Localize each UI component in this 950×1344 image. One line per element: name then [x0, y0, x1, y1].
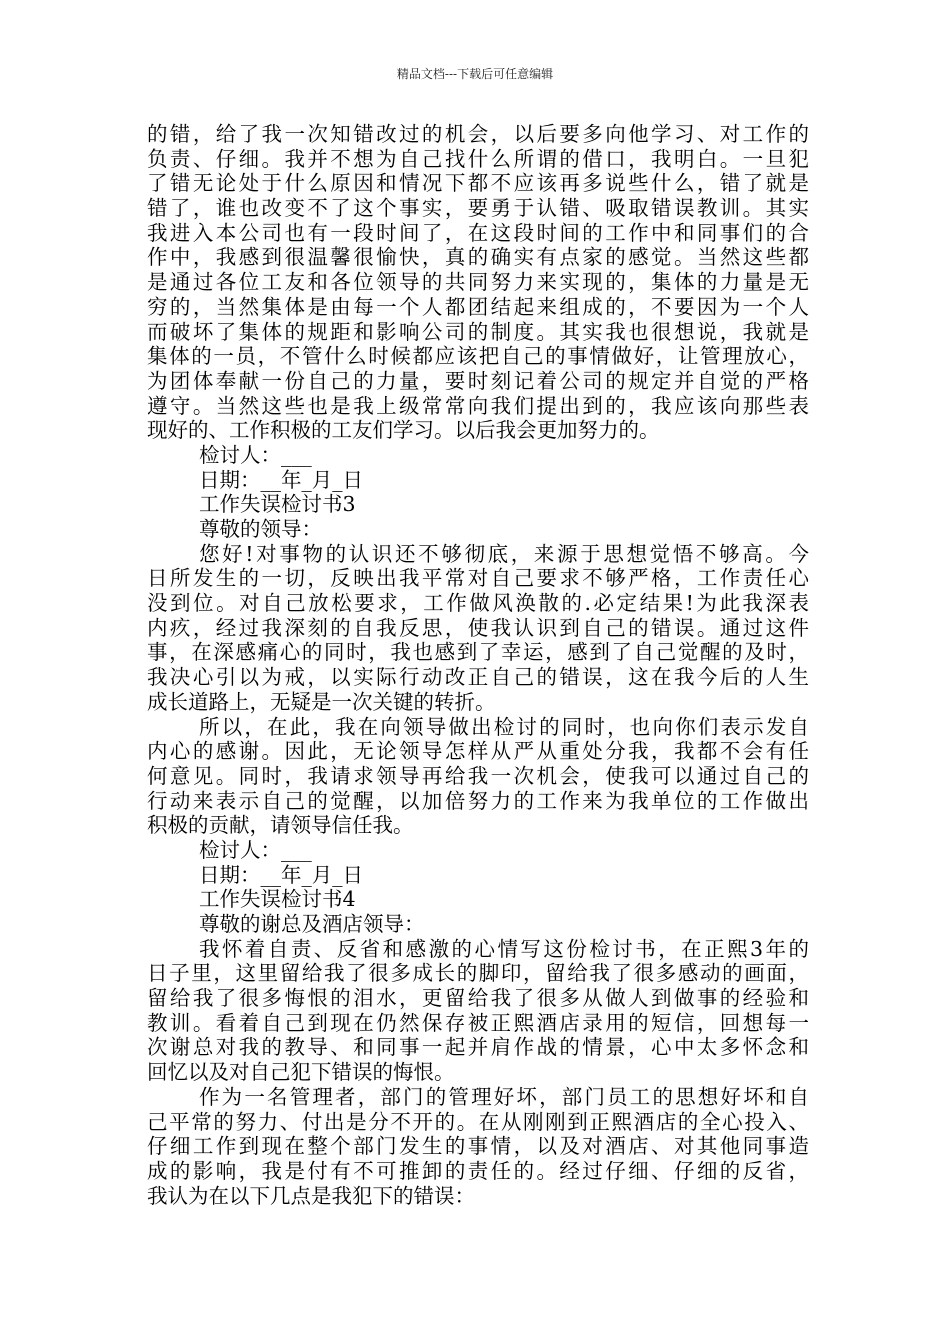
- text-line: 日期：__年_月_日: [199, 862, 363, 887]
- text-line: 回忆以及对自己犯下错误的悔恨。: [147, 1060, 455, 1085]
- text-line: 工作失误检讨书4: [199, 887, 356, 912]
- text-line: 日子里，这里留给我了很多成长的脚印，留给我了很多感动的画面，: [147, 961, 809, 986]
- text-line: 教训。看着自己到现在仍然保存被正熙酒店录用的短信，回想每一: [147, 1010, 809, 1035]
- page-header: 精品文档---下载后可任意编辑: [396, 67, 554, 81]
- text-line: 成的影响，我是付有不可推卸的责任的。经过仔细、仔细的反省，: [147, 1158, 809, 1183]
- text-line: 检讨人：___: [199, 837, 312, 862]
- text-line: 事，在深感痛心的同时，我也感到了幸运，感到了自己觉醒的及时，: [147, 640, 809, 665]
- text-line: 我决心引以为戒，以实际行动改正自己的错误，这在我今后的人生: [147, 665, 809, 690]
- text-line: 我怀着自责、反省和感激的心情写这份检讨书，在正熙3年的: [199, 936, 809, 961]
- text-line: 负责、仔细。我并不想为自己找什么所谓的借口，我明白。一旦犯: [147, 146, 809, 171]
- text-line: 内心的感谢。因此，无论领导怎样从严从重处分我，我都不会有任: [147, 739, 809, 764]
- text-line: 的错，给了我一次知错改过的机会，以后要多向他学习、对工作的: [147, 122, 809, 146]
- text-line: 内疚，经过我深刻的自我反思，使我认识到自己的错误。通过这件: [147, 615, 809, 640]
- text-line: 次谢总对我的教导、和同事一起并肩作战的情景，心中太多怀念和: [147, 1035, 809, 1060]
- text-line: 何意见。同时，我请求领导再给我一次机会，使我可以通过自己的: [147, 763, 809, 788]
- text-line: 行动来表示自己的觉醒，以加倍努力的工作来为我单位的工作做出: [147, 788, 809, 813]
- text-line: 作中，我感到很温馨很愉快，真的确实有点家的感觉。当然这些都: [147, 245, 809, 270]
- text-line: 而破坏了集体的规距和影响公司的制度。其实我也很想说，我就是: [147, 319, 809, 344]
- text-line: 是通过各位工友和各位领导的共同努力来实现的，集体的力量是无: [147, 270, 809, 295]
- text-line: 日期：__年_月_日: [199, 467, 363, 492]
- text-line: 尊敬的领导：: [199, 517, 322, 541]
- text-line: 您好!对事物的认识还不够彻底，来源于思想觉悟不够高。今: [199, 541, 809, 566]
- text-line: 所以，在此，我在向领导做出检讨的同时，也向你们表示发自: [199, 714, 809, 739]
- text-line: 穷的，当然集体是由每一个人都团结起来组成的，不要因为一个人: [147, 294, 809, 319]
- text-line: 尊敬的谢总及酒店领导：: [199, 912, 425, 936]
- text-line: 仔细工作到现在整个部门发生的事情，以及对酒店、对其他同事造: [147, 1134, 809, 1159]
- text-line: 工作失误检讨书3: [199, 492, 356, 517]
- text-line: 现好的、工作积极的工友们学习。以后我会更加努力的。: [147, 418, 660, 443]
- text-line: 我认为在以下几点是我犯下的错误：: [147, 1183, 475, 1208]
- text-line: 积极的贡献，请领导信任我。: [147, 813, 414, 838]
- text-line: 为团体奉献一份自己的力量，要时刻记着公司的规定并自觉的严格: [147, 368, 809, 393]
- text-line: 了错无论处于什么原因和情况下都不应该再多说些什么，错了就是: [147, 171, 809, 196]
- text-line: 作为一名管理者，部门的管理好坏，部门员工的思想好坏和自: [199, 1084, 809, 1109]
- text-line: 己平常的努力、付出是分不开的。在从刚刚到正熙酒店的全心投入、: [147, 1109, 809, 1134]
- text-line: 我进入本公司也有一段时间了，在这段时间的工作中和同事们的合: [147, 220, 809, 245]
- text-line: 没到位。对自己放松要求，工作做风涣散的.必定结果!为此我深表: [147, 591, 809, 616]
- document-body: [147, 122, 809, 1208]
- text-line: 日所发生的一切，反映出我平常对自己要求不够严格，工作责任心: [147, 566, 809, 591]
- text-line: 集体的一员，不管什么时候都应该把自己的事情做好，让管理放心，: [147, 344, 809, 369]
- text-line: 遵守。当然这些也是我上级常常向我们提出到的，我应该向那些表: [147, 393, 809, 418]
- text-line: 错了，谁也改变不了这个事实，要勇于认错、吸取错误教训。其实: [147, 196, 809, 221]
- text-line: 成长道路上，无疑是一次关键的转折。: [147, 689, 496, 714]
- text-line: 检讨人：___: [199, 442, 312, 467]
- text-line: 留给我了很多悔恨的泪水，更留给我了很多从做人到做事的经验和: [147, 986, 809, 1011]
